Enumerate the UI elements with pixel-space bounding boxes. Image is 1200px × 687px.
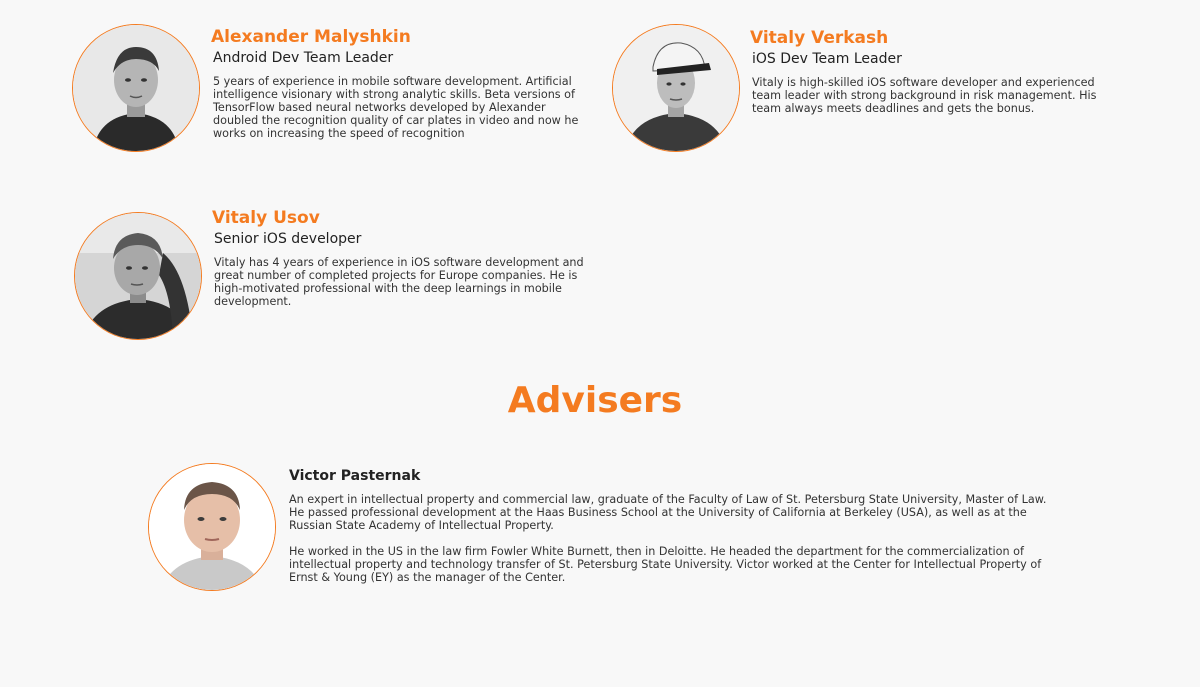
section-title-advisers: Advisers (507, 380, 683, 421)
member-description: Vitaly has 4 years of experience in iOS software development and great number of completed projects for Europe companies. He is high-motivated professional with the deep learnings in mobile development. (214, 256, 584, 308)
adviser-name: Victor Pasternak (289, 468, 421, 484)
member-name: Alexander Malyshkin (211, 27, 411, 47)
person-photo-icon (74, 212, 202, 340)
adviser-bio-paragraph: He worked in the US in the law firm Fowler White Burnett, then in Deloitte. He headed the department for the commercialization of intellectual property and technology transfer of St. Petersburg State University. Victor worked at the Center for Intellectual Property of Ernst & Young (EY) as the manager of the Center. (289, 545, 1042, 584)
person-photo-icon (148, 463, 276, 591)
member-role: iOS Dev Team Leader (752, 51, 902, 67)
member-description: Vitaly is high-skilled iOS software developer and experienced team leader with strong background in risk management. His team always meets deadlines and gets the bonus. (752, 76, 1097, 115)
member-role: Android Dev Team Leader (213, 50, 394, 66)
member-name: Vitaly Verkash (750, 28, 889, 48)
member-role: Senior iOS developer (214, 231, 362, 247)
member-name: Vitaly Usov (212, 208, 320, 228)
person-photo-icon (612, 24, 740, 152)
person-photo-icon (72, 24, 200, 152)
adviser-bio-paragraph: An expert in intellectual property and commercial law, graduate of the Faculty of Law of St. Petersburg State University, Master of Law. He passed professional development at the Haas Business School at the University of California at Berkeley (USA), as well as at the Russian State Academy of Intellectual Property. (289, 493, 1047, 532)
member-description: 5 years of experience in mobile software development. Artificial intelligence visionary with strong analytic skills. Beta versions of TensorFlow based neural networks developed by Alexander doubled the recognition quality of car plates in video and now he works on increasing the speed of recognition (213, 75, 579, 140)
